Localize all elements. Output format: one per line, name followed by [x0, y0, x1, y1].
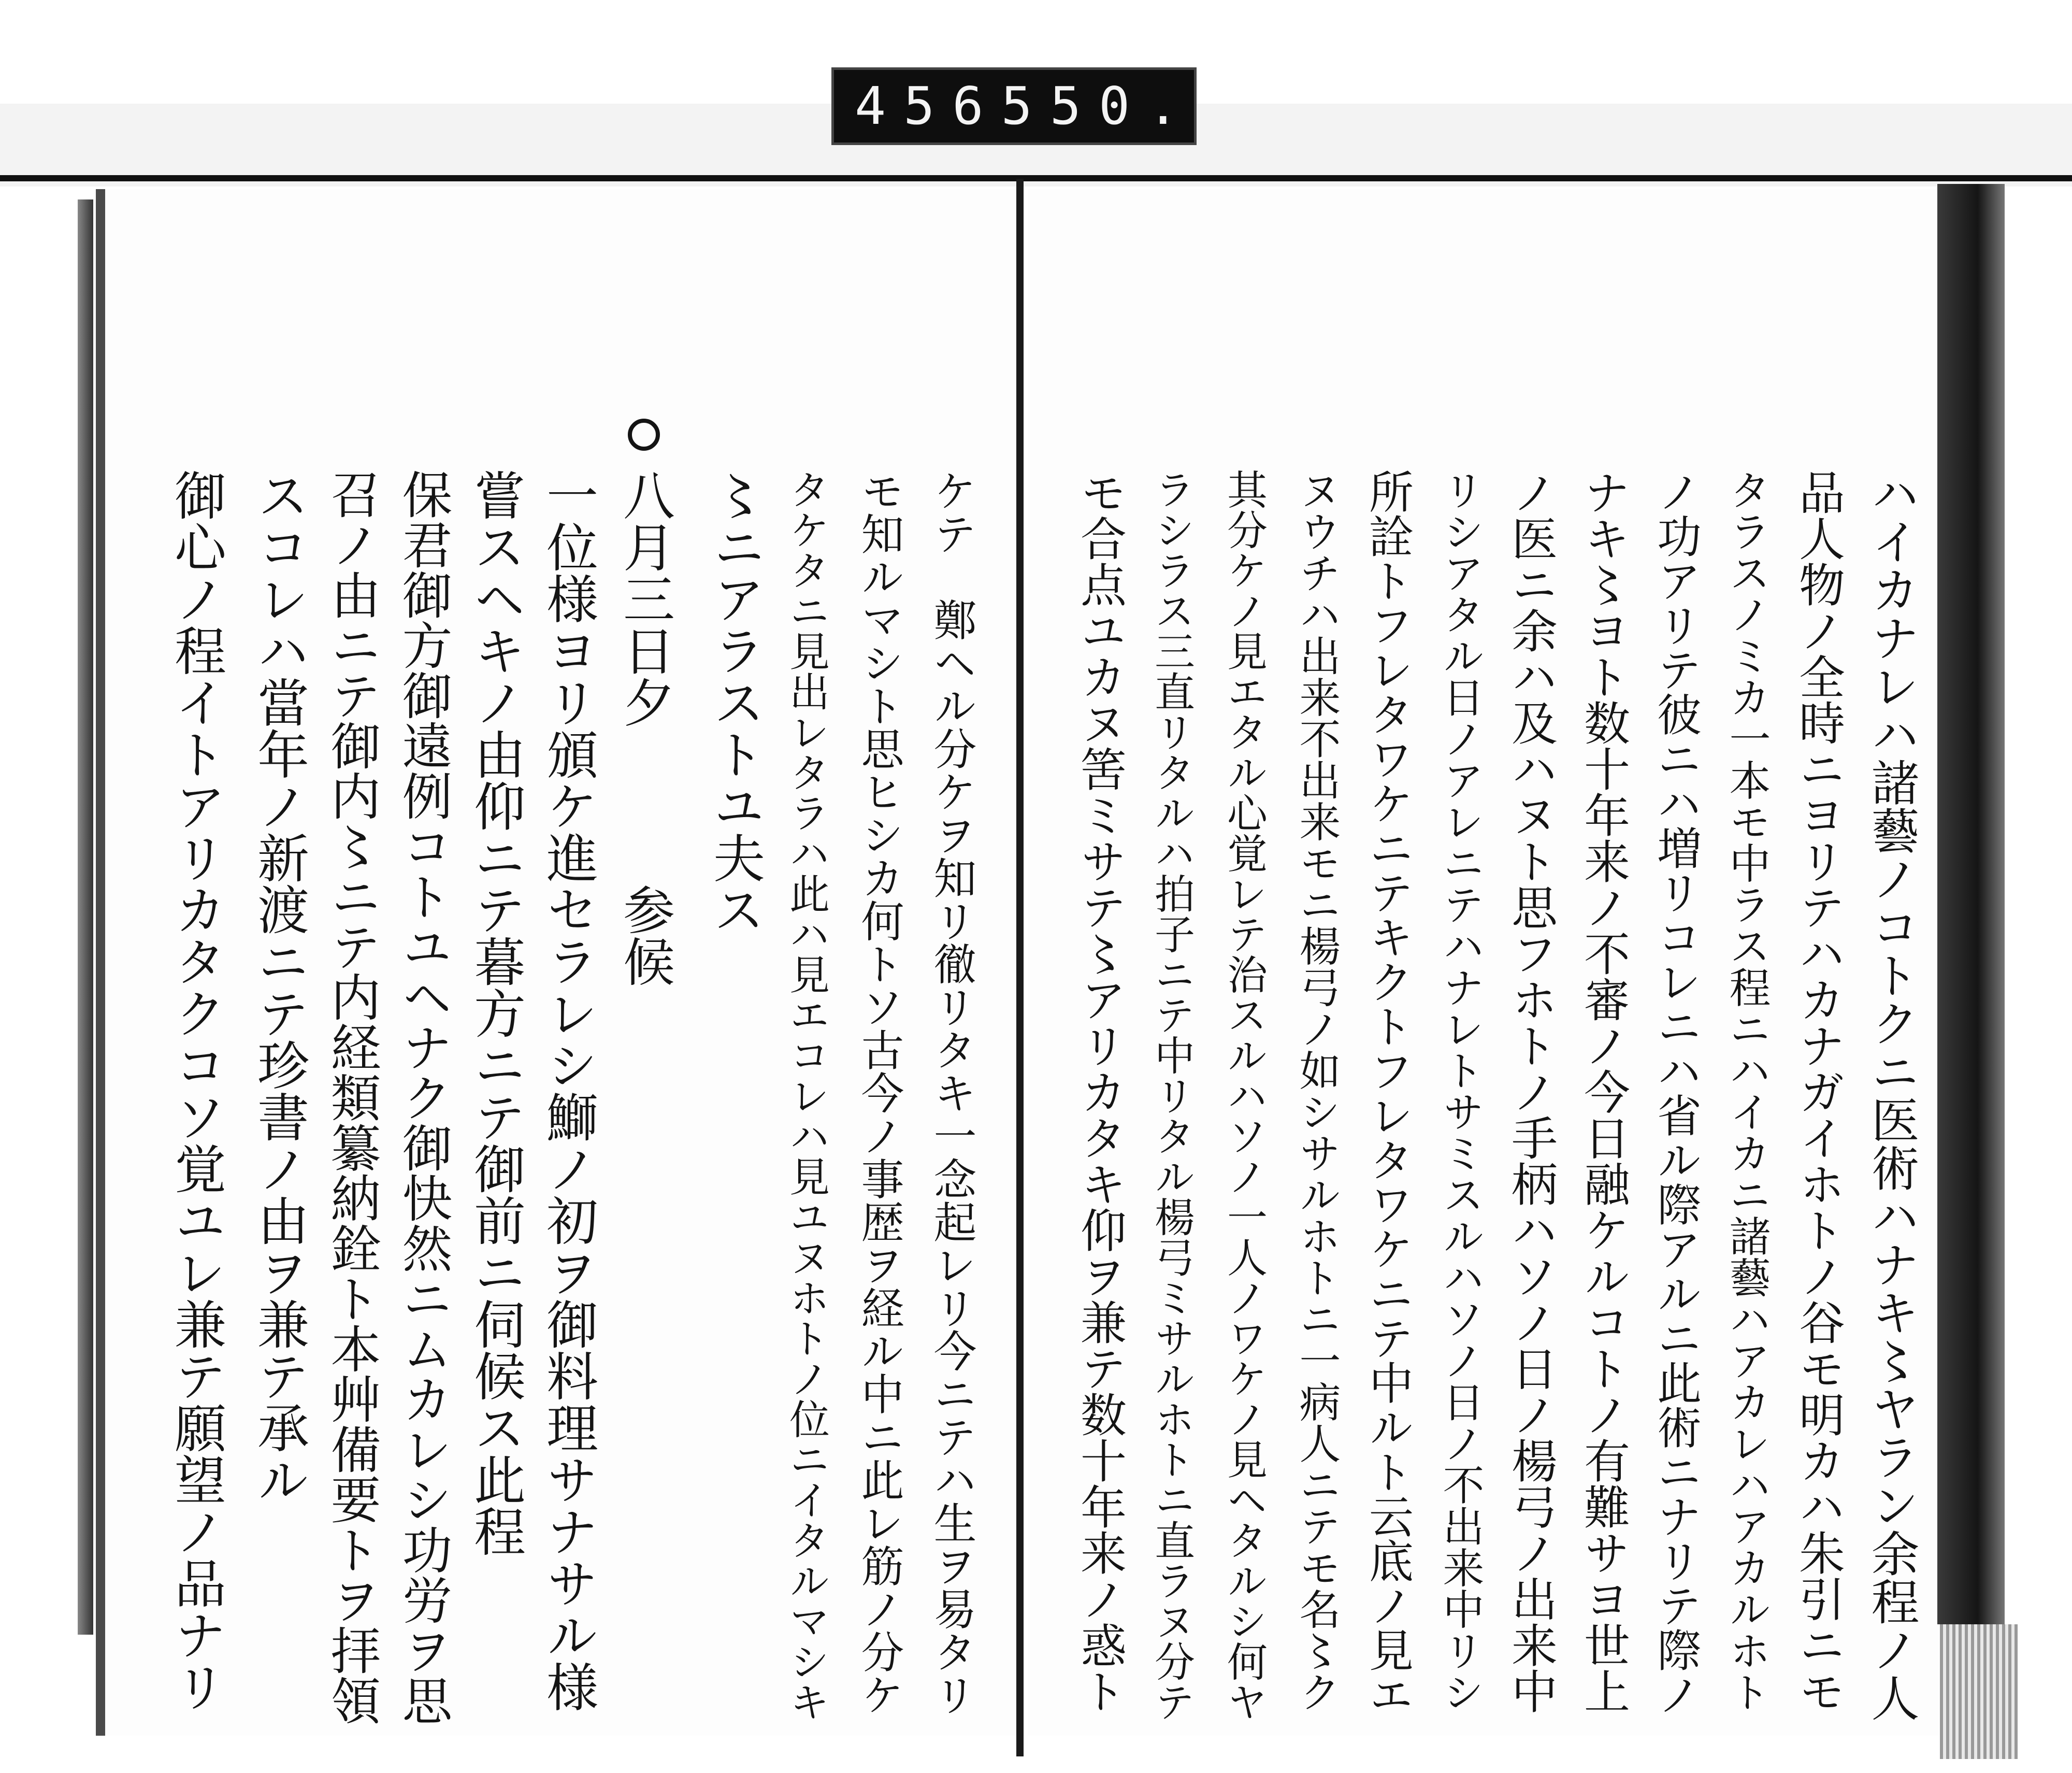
right-page-column-10: 其分ケノ見エタル心覚レテ治スルハソノ一人ノワケノ見ヘタルシ何ヤ — [1220, 469, 1267, 1722]
top-rule-line — [0, 175, 2072, 181]
book-gutter — [1016, 179, 1024, 1756]
left-page-column-1: ケテ 鄭ヘル分ケヲ知リ徹リタキ一念起レリ今ニテハ生ヲ易タリ — [926, 469, 976, 1716]
right-page-column-2: 品人物ノ全時ニヨリテハカナガイホトノ谷モ明カハ朱引ニモ — [1792, 469, 1846, 1714]
right-page-column-7: リシアタル日ノアレニテハナレトサミスルハソノ日ノ不出来中リシ — [1436, 469, 1484, 1712]
left-page-column-3: タケタニ見出レタラハ此ハ見エコレハ見ユヌホトノ位ニイタルマシキ — [783, 469, 829, 1722]
left-page-column-11: 御心ノ程イトアリカタクコソ覚ユレ兼テ願望ノ品ナリ — [166, 469, 226, 1712]
frame-number-label — [831, 67, 1197, 145]
right-page-column-8: 所詮トフレタワケニテキクトフレタワケニテ中ルト云底ノ見エ — [1361, 469, 1413, 1717]
left-page-column-2: モ知ルマシト思ヒシカ何トソ古今ノ事歴ヲ経ル中ニ此レ筋ノ分ケ — [854, 469, 904, 1716]
right-page-column-6: ノ医ニ余ハ及ハヌト思フホトノ手柄ハソノ日ノ楊弓ノ出来中 — [1504, 469, 1558, 1714]
entry-circle-marker — [628, 419, 660, 451]
right-page-column-4: ノ功アリテ彼ニハ増リコレニハ省ル際アルニ此術ニナリテ際ノ — [1649, 469, 1701, 1717]
right-book-edge — [1937, 184, 2005, 1624]
right-page-column-9: ヌウチハ出来不出来モニ楊弓ノ如シサルホトニ一病人ニテモ名〻ク — [1292, 469, 1341, 1712]
left-page-column-6: 一位様ヨリ頒ケ進セラレシ鰤ノ初ヲ御料理サナサル様 — [538, 469, 598, 1712]
left-page-column-8: 保君御方御遠例コトユヘナク御快然ニムカレシ功労ヲ思 — [394, 469, 452, 1725]
right-page-column-3: タラスノミカ一本モ中ラス程ニハイカニ諸藝ハアカレハアカルホト — [1722, 469, 1771, 1712]
right-page-column-1: ハイカナレハ諸藝ノコトクニ医術ハナキ〻ヤラン余程ノ人 — [1863, 469, 1919, 1722]
left-page-column-4: 〻ニアラストユ夫ス — [704, 469, 765, 935]
right-page-column-5: ナキ〻ヨト数十年来ノ不審ノ今日融ケルコトノ有難サヨ世上 — [1577, 469, 1631, 1714]
left-page-column-10: スコレハ當年ノ新渡ニテ珍書ノ由ヲ兼テ承ル — [249, 469, 309, 1505]
right-page-column-12: モ合点ユカヌ筈ミサテ〻アリカタキ仰ヲ兼テ数十年来ノ惑ト — [1073, 469, 1127, 1714]
page-stack-edges — [1940, 1624, 2018, 1759]
frame-number-b: 550. — [1001, 76, 1197, 136]
left-page-column-7: 嘗スヘキノ由仰ニテ暮方ニテ御前ニ伺候ス此程 — [465, 469, 526, 1557]
left-book-edge — [78, 199, 93, 1635]
left-page-date-heading: 八月三日夕 参候 — [614, 469, 675, 987]
frame-number-a: 456 — [855, 76, 1001, 136]
left-page-column-9: 召ノ由ニテ御内〻ニテ内経類纂納銓ト本艸備要トヲ拝領 — [322, 469, 381, 1725]
right-page-column-11: ラシラス三直リタルハ拍子ニテ中リタル楊弓ミサルホトニ直ラヌ分テ — [1148, 469, 1195, 1722]
